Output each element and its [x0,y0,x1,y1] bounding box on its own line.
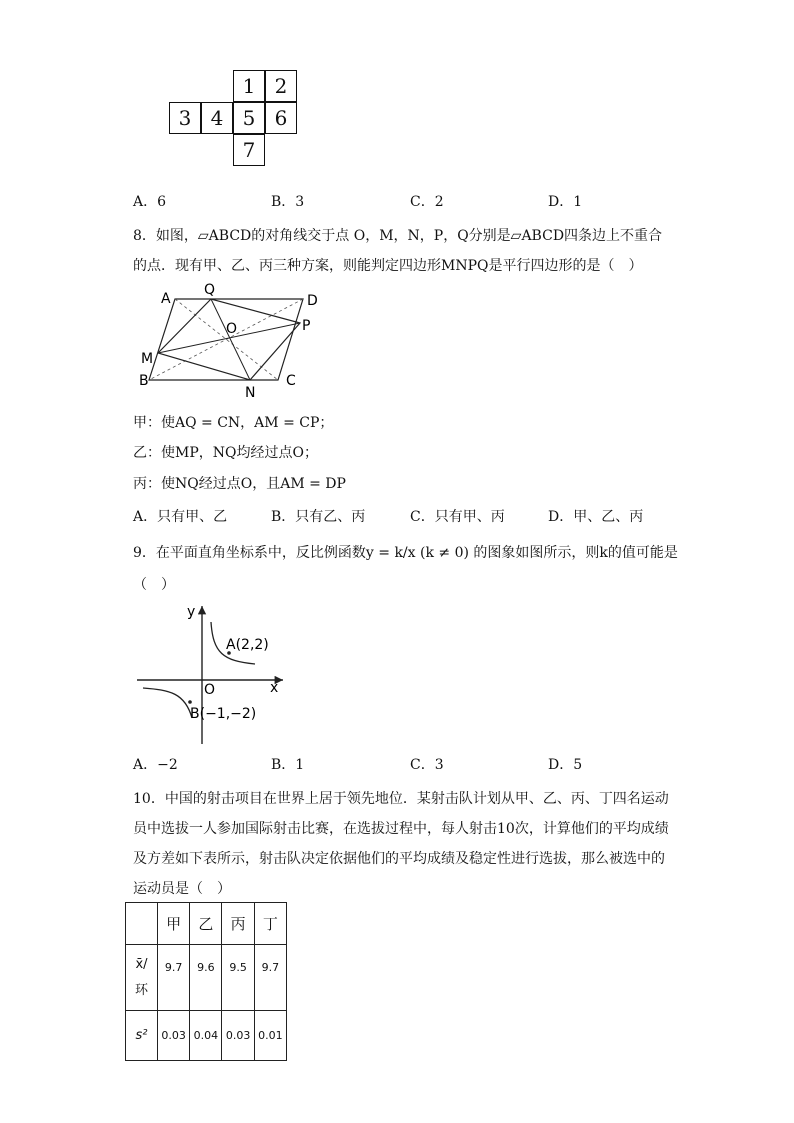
q8-stem-line1: 8．如图，▱ABCD的对角线交于点 O，M，N，P，Q分别是▱ABCD四条边上不重合 [133,228,663,244]
q7-option-d[interactable]: D．1 [548,194,583,210]
segment-nq [211,299,250,380]
label-q: Q [204,283,216,298]
net-cell-2: 2 [265,70,297,102]
net-cell-6: 6 [265,102,297,134]
q9-option-c[interactable]: C．3 [410,757,444,773]
point-b-label: B(−1,−2) [190,706,257,722]
q8-stem-line2: 的点．现有甲、乙、丙三种方案，则能判定四边形MNPQ是平行四边形的是（ ） [133,258,643,274]
net-cell-5: 5 [233,102,265,134]
label-a: A [161,291,171,307]
table-cell: 9.7 [254,945,286,1011]
label-m: M [141,351,154,367]
net-cell-3: 3 [169,102,201,134]
q7-option-c[interactable]: C．2 [410,194,444,210]
mean-symbol: x̄/ [135,956,148,972]
diagonal-bd [149,299,303,380]
q8-plan-bing: 丙：使NQ经过点O，且AM = DP [133,476,346,492]
x-label: x [270,680,279,696]
hyperbola-graph [135,598,295,748]
table-cell: 0.01 [254,1011,286,1061]
table-row-mean [126,945,287,1011]
parallelogram-figure [135,283,335,398]
q8-option-c[interactable]: C．只有甲、丙 [410,509,505,525]
table-header-yi: 乙 [190,903,222,945]
q10-stem-line2: 员中选拔一人参加国际射击比赛，在选拔过程中，每人射击10次，计算他们的平均成绩 [133,821,669,837]
q8-plan-yi: 乙：使MP，NQ均经过点O； [133,445,318,461]
net-cell-4: 4 [201,102,233,134]
table-cell: 0.03 [222,1011,254,1061]
net-cell-7: 7 [233,134,265,166]
label-o: O [226,321,238,337]
table-header-jia: 甲 [158,903,190,945]
q9-option-d[interactable]: D．5 [548,757,583,773]
y-label: y [187,604,196,620]
label-n: N [245,385,256,398]
q8-option-a[interactable]: A．只有甲、乙 [133,509,228,525]
q10-stem-line1: 10．中国的射击项目在世界上居于领先地位．某射击队计划从甲、乙、丙、丁四名运动 [133,791,669,807]
table-label-mean [126,945,158,1011]
q10-stem-line4: 运动员是（ ） [133,881,231,897]
table-header-ding: 丁 [254,903,286,945]
point-b-dot [188,700,192,704]
table-cell: 0.03 [158,1011,190,1061]
label-d: D [307,293,318,309]
table-cell: 9.7 [158,945,190,1011]
q8-option-b[interactable]: B．只有乙、丙 [271,509,366,525]
quadrilateral-mnpq [158,299,300,380]
table-cell: 9.5 [222,945,254,1011]
table-label-variance: s² [126,1011,158,1061]
score-table [125,902,287,1061]
net-cell-1: 1 [233,70,265,102]
q7-option-b[interactable]: B．3 [271,194,305,210]
mean-unit: 环 [134,982,148,998]
label-c: C [286,373,296,389]
q8-option-d[interactable]: D．甲、乙、丙 [548,509,644,525]
table-cell: 9.6 [190,945,222,1011]
table-header-bing: 丙 [222,903,254,945]
q7-option-a[interactable]: A．6 [133,194,167,210]
q9-stem-line2: （ ） [133,577,175,593]
q9-option-b[interactable]: B．1 [271,757,305,773]
q9-stem-line1: 9．在平面直角坐标系中，反比例函数y = k/x (k ≠ 0) 的图象如图所示，则k的值可能是 [133,545,678,561]
table-corner-cell [126,903,158,945]
origin-label: O [204,682,216,698]
table-cell: 0.04 [190,1011,222,1061]
label-b: B [139,373,149,389]
label-p: P [302,318,311,334]
table-row-variance [126,1011,287,1061]
curve-quadrant-3 [143,688,192,718]
q8-plan-jia: 甲：使AQ = CN，AM = CP； [133,415,334,431]
table-header-row [126,903,287,945]
q9-option-a[interactable]: A．−2 [133,757,178,773]
point-a-label: A(2,2) [226,637,269,653]
q10-stem-line3: 及方差如下表所示，射击队决定依据他们的平均成绩及稳定性进行选拔，那么被选中的 [133,851,665,867]
